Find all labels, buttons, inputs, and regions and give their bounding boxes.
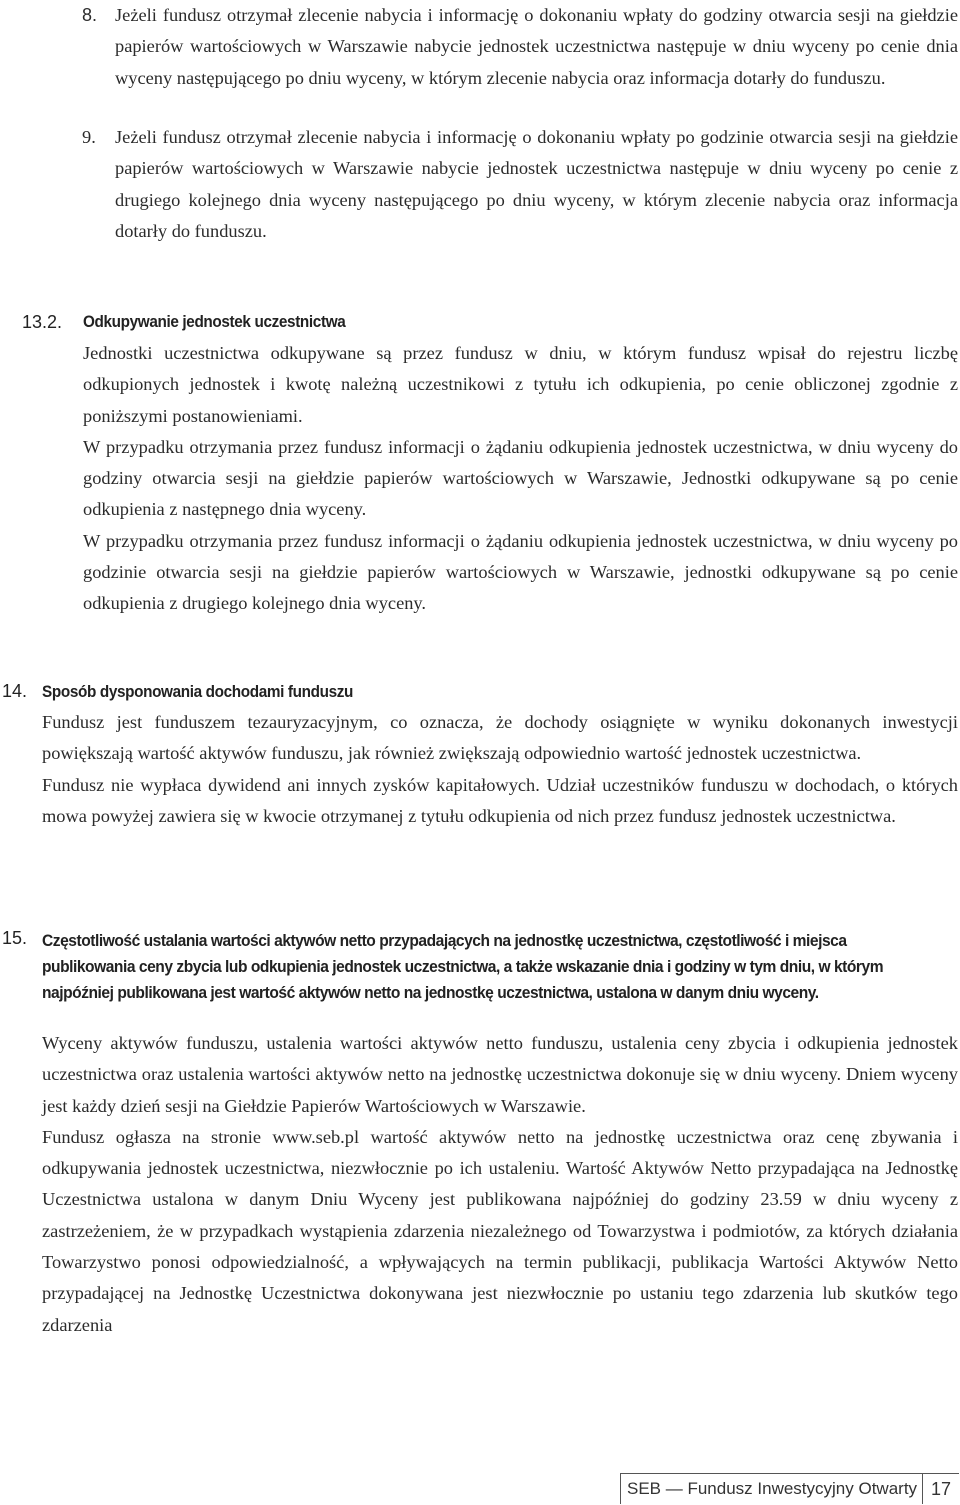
- footer-title: SEB — Fundusz Inwestycyjny Otwarty: [627, 1479, 918, 1498]
- list-item-8: [82, 0, 958, 94]
- paragraph: Fundusz ogłasza na stronie www.seb.pl wartość aktywów netto na jednostkę uczestnictwa oraz cenę zbywania i odkupywania jednostek uczestnictwa, niezwłocznie po ich ustaleniu. Wartość Aktywów Netto przypadająca na Jednostkę Uczestnictwa ustalona w danym Dniu Wyceny jest publikowana najpóźniej do godziny 23.59 w dniu wyceny z zastrzeżeniem, że w przypadkach wystąpienia zdarzenia niezależnego od Towarzystwa i podmiotów, za których działania Towarzystwo ponosi odpowiedzialność, a wpływających na termin publikacji, publikacja Wartości Aktywów Netto przypadającej na Jednostkę Uczestnictwa dokonywana jest niezwłocznie po ustaniu tego zdarzenia lub skutków tego zdarzenia: [42, 1126, 958, 1335]
- section-body-14: [42, 707, 958, 832]
- page-number: 17: [922, 1474, 959, 1504]
- paragraph: W przypadku otrzymania przez fundusz informacji o żądaniu odkupienia jednostek uczestnictwa, w dniu wyceny po godzinie otwarcia sesji na giełdzie papierów wartościowych w Warszawie, jednostki odkupywane są po cenie odkupienia z drugiego kolejnego dnia wyceny.: [83, 530, 958, 614]
- list-item-text: Jeżeli fundusz otrzymał zlecenie nabycia i informację o dokonaniu wpłaty do godziny otwarcia sesji na giełdzie papierów wartościowych w Warszawie nabycie jednostek uczestnictwa następuje w dniu wyceny po cenie dnia wyceny następującego po dniu wyceny, w którym zlecenie nabycia oraz informacja dotarły do funduszu.: [115, 5, 958, 88]
- paragraph: Fundusz nie wypłaca dywidend ani innych zysków kapitałowych. Udział uczestników funduszu w dochodach, o których mowa powyżej zawiera się w kwocie otrzymanej z tytułu odkupienia od nich przez fundusz jednostek uczestnictwa.: [42, 774, 958, 826]
- section-number-13-2: 13.2.: [22, 312, 63, 332]
- list-item-9: [82, 122, 958, 247]
- paragraph: Wyceny aktywów funduszu, ustalenia wartości aktywów netto funduszu, ustalenia ceny zbycia i odkupienia jednostek uczestnictwa oraz ustalenia wartości aktywów netto na jednostkę uczestnictwa dokonuje się w dniu wyceny. Dniem wyceny jest każdy dzień sesji na Giełdzie Papierów Wartościowych w Warszawie.: [42, 1033, 958, 1116]
- section-body-13-2: [83, 338, 958, 620]
- section-heading-14: Sposób dysponowania dochodami funduszu: [42, 682, 354, 701]
- section-heading-15: Częstotliwość ustalania wartości aktywów netto przypadających na jednostkę uczestnictwa, częstotliwość i miejsca publikowania ceny zbycia lub odkupienia jednostek uczestnictwa, a także wskazanie dnia i godziny w tym dniu, w którym najpóźniej publikowana jest wartość aktywów netto na jednostkę uczestnictwa, ustalona w danym dniu wyceny.: [42, 931, 884, 1002]
- paragraph: Fundusz jest funduszem tezauryzacyjnym, co oznacza, że dochody osiągnięte w wyniku dokonanych inwestycji powiększają wartość aktywów funduszu, jak również zwiększają odpowiednio wartość jednostek uczestnictwa.: [42, 712, 958, 764]
- page-footer: [620, 1473, 959, 1504]
- section-number-15: 15.: [2, 928, 28, 948]
- section-heading-13-2: Odkupywanie jednostek uczestnictwa: [83, 312, 346, 331]
- section-body-15: [42, 1028, 958, 1341]
- paragraph: Jednostki uczestnictwa odkupywane są przez fundusz w dniu, w którym fundusz wpisał do rejestru liczbę odkupionych jednostek i kwotę należną uczestnikowi z tytułu ich odkupienia, po cenie obliczonej zgodnie z poniższymi postanowieniami.: [83, 343, 958, 426]
- list-item-number: 8.: [82, 5, 98, 25]
- list-item-text: Jeżeli fundusz otrzymał zlecenie nabycia i informację o dokonaniu wpłaty po godzinie otwarcia sesji na giełdzie papierów wartościowych w Warszawie nabycie jednostek uczestnictwa następuje w dniu wyceny po cenie z drugiego kolejnego dnia wyceny następującego po dniu wyceny, w którym zlecenie nabycia oraz informacja dotarły do funduszu.: [115, 127, 958, 241]
- list-item-number: 9.: [82, 127, 96, 147]
- paragraph: W przypadku otrzymania przez fundusz informacji o żądaniu odkupienia jednostek uczestnictwa, w dniu wyceny do godziny otwarcia sesji na giełdzie papierów wartościowych w Warszawie, Jednostki odkupywane są po cenie odkupienia z następnego dnia wyceny.: [83, 436, 958, 520]
- section-number-14: 14.: [2, 681, 28, 701]
